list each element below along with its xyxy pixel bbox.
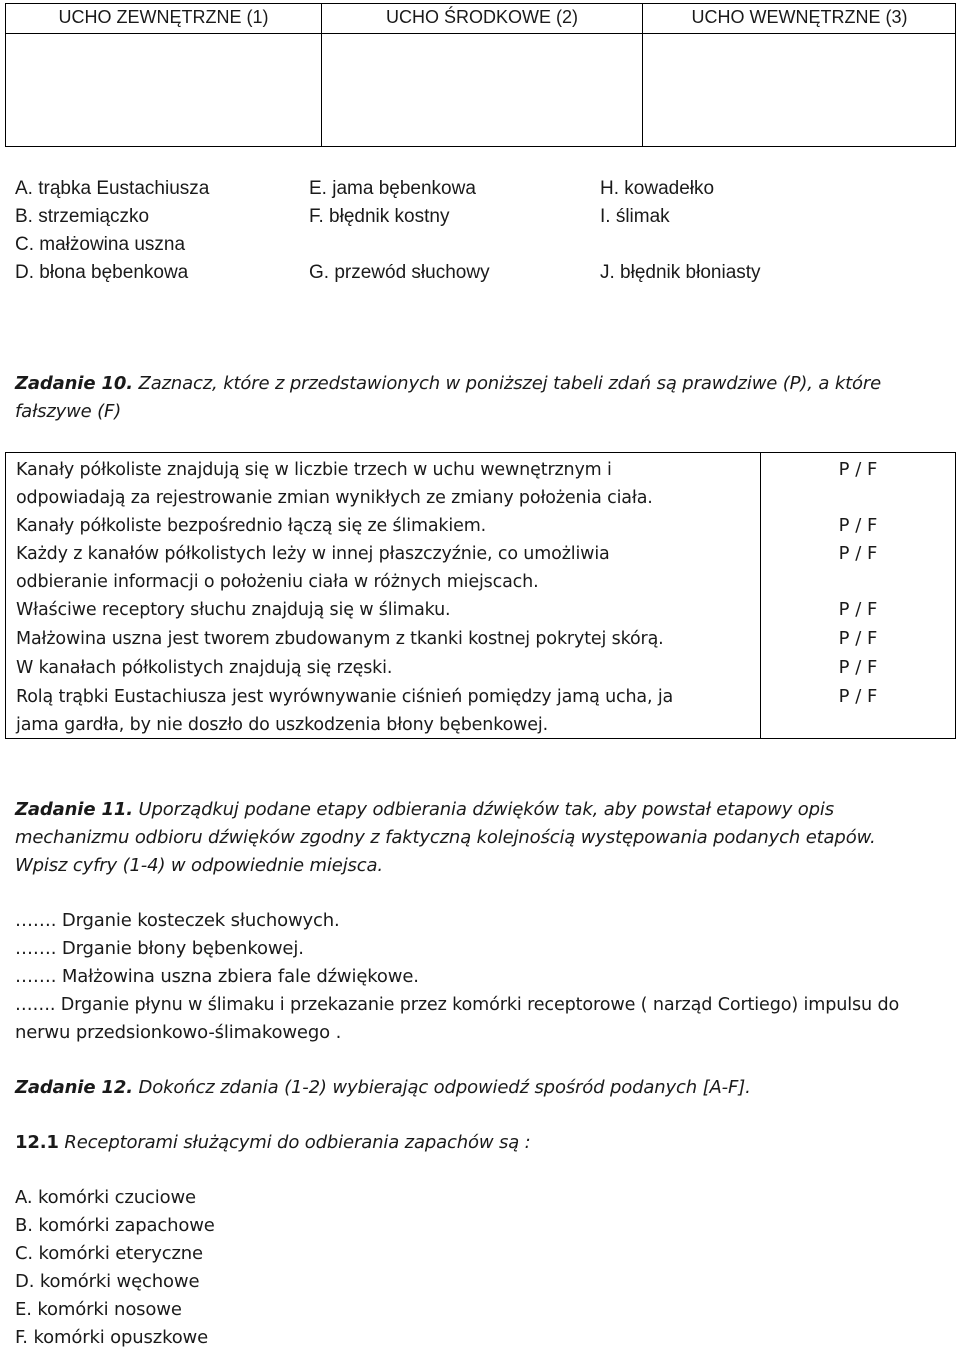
answer-option-f[interactable]: F. komórki opuszkowe xyxy=(15,1327,209,1348)
task12-instruction: Zadanie 12. Dokończ zdania (1-2) wybierając odpowiedź spośród podanych [A-F]. xyxy=(15,1077,751,1098)
answer-7[interactable]: P / F xyxy=(838,686,878,707)
step-4: ……. Drganie płynu w ślimaku i przekazanie przez komórki receptorowe ( narząd Cortiego) impulsu do xyxy=(15,995,900,1015)
statement-3: Każdy z kanałów półkolistych leży w innej płaszczyźnie, co umożliwia odbieranie informacji o położeniu ciała w różnych miejscach. xyxy=(16,544,610,592)
task11-instruction-line3: Wpisz cyfry (1-4) w odpowiednie miejsca. xyxy=(15,855,383,876)
answer-3[interactable]: P / F xyxy=(838,543,878,564)
answer-option-b[interactable]: B. komórki zapachowe xyxy=(15,1215,215,1236)
task10-label: Zadanie 10. xyxy=(15,373,133,394)
inner-ear-answer-cell[interactable] xyxy=(643,34,956,146)
option-j: J. błędnik błoniasty xyxy=(600,262,761,283)
task10-instruction: Zadanie 10. Zaznacz, które z przedstawionych w poniższej tabeli zdań są prawdziwe (P), a które xyxy=(15,373,882,394)
header-middle-ear: UCHO ŚRODKOWE (2) xyxy=(385,7,578,27)
option-c: C. małżowina uszna xyxy=(15,234,186,255)
task12-label: Zadanie 12. xyxy=(15,1077,133,1098)
step-3-blank[interactable]: ……. xyxy=(15,966,57,987)
statement-6: W kanałach półkolistych znajdują się rzęski. xyxy=(16,658,393,678)
answer-4[interactable]: P / F xyxy=(838,599,878,620)
statement-5: Małżowina uszna jest tworem zbudowanym z tkanki kostnej pokrytej skórą. xyxy=(16,629,664,649)
statement-2: Kanały półkoliste bezpośrednio łączą się ze ślimakiem. xyxy=(16,516,487,536)
question-12-1-label: 12.1 xyxy=(15,1132,59,1153)
question-12-1: 12.1 Receptorami służącymi do odbierania zapachów są : xyxy=(15,1132,531,1153)
task10-instruction-cont: fałszywe (F) xyxy=(15,401,122,422)
step-3: ……. Małżowina uszna zbiera fale dźwiękowe. xyxy=(15,966,419,987)
answer-option-e[interactable]: E. komórki nosowe xyxy=(15,1299,182,1320)
outer-ear-answer-cell[interactable] xyxy=(6,34,321,146)
option-d: D. błona bębenkowa xyxy=(15,262,189,283)
true-false-table xyxy=(5,452,956,739)
step-1: ……. Drganie kosteczek słuchowych. xyxy=(15,910,340,931)
step-4-blank[interactable]: ……. xyxy=(15,995,56,1015)
header-inner-ear: UCHO WEWNĘTRZNE (3) xyxy=(691,7,908,27)
answer-2[interactable]: P / F xyxy=(838,515,878,536)
option-e: E. jama bębenkowa xyxy=(309,178,476,199)
ear-parts-table xyxy=(5,3,956,147)
option-h: H. kowadełko xyxy=(600,178,715,199)
answer-5[interactable]: P / F xyxy=(838,628,878,649)
step-1-blank[interactable]: ……. xyxy=(15,910,57,931)
option-i: I. ślimak xyxy=(600,206,670,227)
statement-1: Kanały półkoliste znajdują się w liczbie trzech w uchu wewnętrznym i odpowiadają za rejestrowanie zmian wynikłych ze zmiany położenia ciała. xyxy=(16,460,653,508)
step-2-blank[interactable]: ……. xyxy=(15,938,57,959)
task11-instruction: Zadanie 11. Uporządkuj podane etapy odbierania dźwięków tak, aby powstał etapowy opis xyxy=(15,799,834,820)
header-outer-ear: UCHO ZEWNĘTRZNE (1) xyxy=(58,7,269,27)
middle-ear-answer-cell[interactable] xyxy=(322,34,642,146)
answer-option-c[interactable]: C. komórki eteryczne xyxy=(15,1243,203,1264)
option-a: A. trąbka Eustachiusza xyxy=(15,178,210,199)
option-b: B. strzemiączko xyxy=(15,206,150,227)
step-2: ……. Drganie błony bębenkowej. xyxy=(15,938,304,959)
task11-label: Zadanie 11. xyxy=(15,799,133,820)
option-f: F. błędnik kostny xyxy=(309,206,450,227)
answer-1[interactable]: P / F xyxy=(838,459,878,480)
task11-instruction-line2: mechanizmu odbioru dźwięków zgodny z faktyczną kolejnością występowania podanych etapów. xyxy=(15,827,876,848)
answer-option-d[interactable]: D. komórki węchowe xyxy=(15,1271,200,1292)
statement-4: Właściwe receptory słuchu znajdują się w ślimaku. xyxy=(16,600,451,620)
step-4-cont: nerwu przedsionkowo-ślimakowego . xyxy=(15,1022,342,1043)
statement-7: Rolą trąbki Eustachiusza jest wyrównywanie ciśnień pomiędzy jamą ucha, ja jama gardła, by nie doszło do uszkodzenia błony bębenkowej. xyxy=(16,687,674,735)
answer-6[interactable]: P / F xyxy=(838,657,878,678)
answer-option-a[interactable]: A. komórki czuciowe xyxy=(15,1187,196,1208)
option-g: G. przewód słuchowy xyxy=(309,262,490,283)
